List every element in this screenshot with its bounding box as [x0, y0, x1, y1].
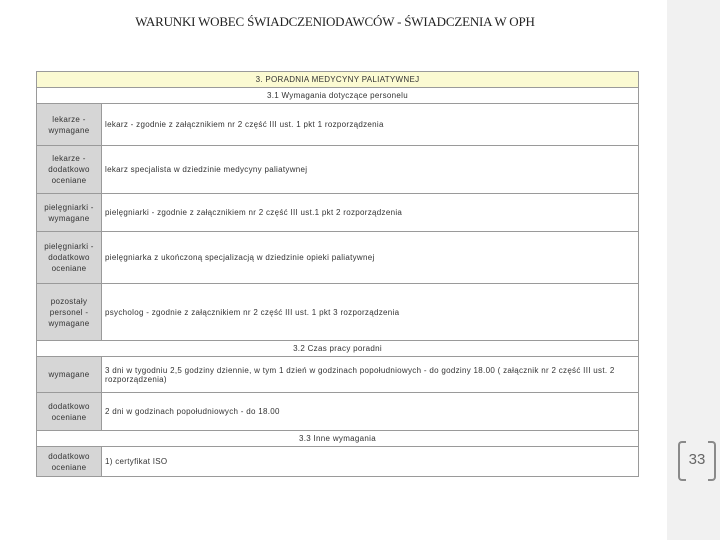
table-row: [37, 393, 639, 431]
section-title-row: [37, 88, 639, 104]
section-title: 3.2 Czas pracy poradni: [37, 341, 639, 357]
requirements-table: [36, 71, 639, 477]
table-header: 3. PORADNIA MEDYCYNY PALIATYWNEJ: [37, 72, 639, 88]
section-title: 3.1 Wymagania dotyczące personelu: [37, 88, 639, 104]
row-label: lekarze - dodatkowo oceniane: [37, 146, 102, 194]
row-label: pozostały personel - wymagane: [37, 284, 102, 341]
section-title: 3.3 Inne wymagania: [37, 431, 639, 447]
table-row: [37, 194, 639, 232]
row-label: lekarze - wymagane: [37, 104, 102, 146]
table-row: [37, 104, 639, 146]
row-label: dodatkowo oceniane: [37, 447, 102, 477]
table-row: [37, 357, 639, 393]
row-value: 2 dni w godzinach popołudniowych - do 18.00: [102, 393, 639, 431]
slide-number: [678, 441, 716, 479]
row-value: lekarz - zgodnie z załącznikiem nr 2 część III ust. 1 pkt 1 rozporządzenia: [102, 104, 639, 146]
row-value: pielęgniarki - zgodnie z załącznikiem nr 2 część III ust.1 pkt 2 rozporządzenia: [102, 194, 639, 232]
table-header-row: [37, 72, 639, 88]
row-value: lekarz specjalista w dziedzinie medycyny paliatywnej: [102, 146, 639, 194]
row-value: pielęgniarka z ukończoną specjalizacją w dziedzinie opieki paliatywnej: [102, 232, 639, 284]
row-value: 1) certyfikat ISO: [102, 447, 639, 477]
table-row: [37, 284, 639, 341]
page-title: WARUNKI WOBEC ŚWIADCZENIODAWCÓW - ŚWIADCZENIA W OPH: [135, 14, 535, 29]
row-label: wymagane: [37, 357, 102, 393]
table-row: [37, 232, 639, 284]
slide-number-text: 33: [688, 451, 706, 468]
row-label: pielęgniarki - dodatkowo oceniane: [37, 232, 102, 284]
section-title-row: [37, 431, 639, 447]
left-bracket-icon: [678, 441, 686, 481]
row-value: 3 dni w tygodniu 2,5 godziny dziennie, w tym 1 dzień w godzinach popołudniowych - do godziny 18.00 ( załącznik nr 2 część III ust. 2 rozporządzenia): [102, 357, 639, 393]
row-label: dodatkowo oceniane: [37, 393, 102, 431]
row-label: pielęgniarki - wymagane: [37, 194, 102, 232]
right-bracket-icon: [708, 441, 716, 481]
row-value: psycholog - zgodnie z załącznikiem nr 2 część III ust. 1 pkt 3 rozporządzenia: [102, 284, 639, 341]
table-row: [37, 447, 639, 477]
table-row: [37, 146, 639, 194]
section-title-row: [37, 341, 639, 357]
